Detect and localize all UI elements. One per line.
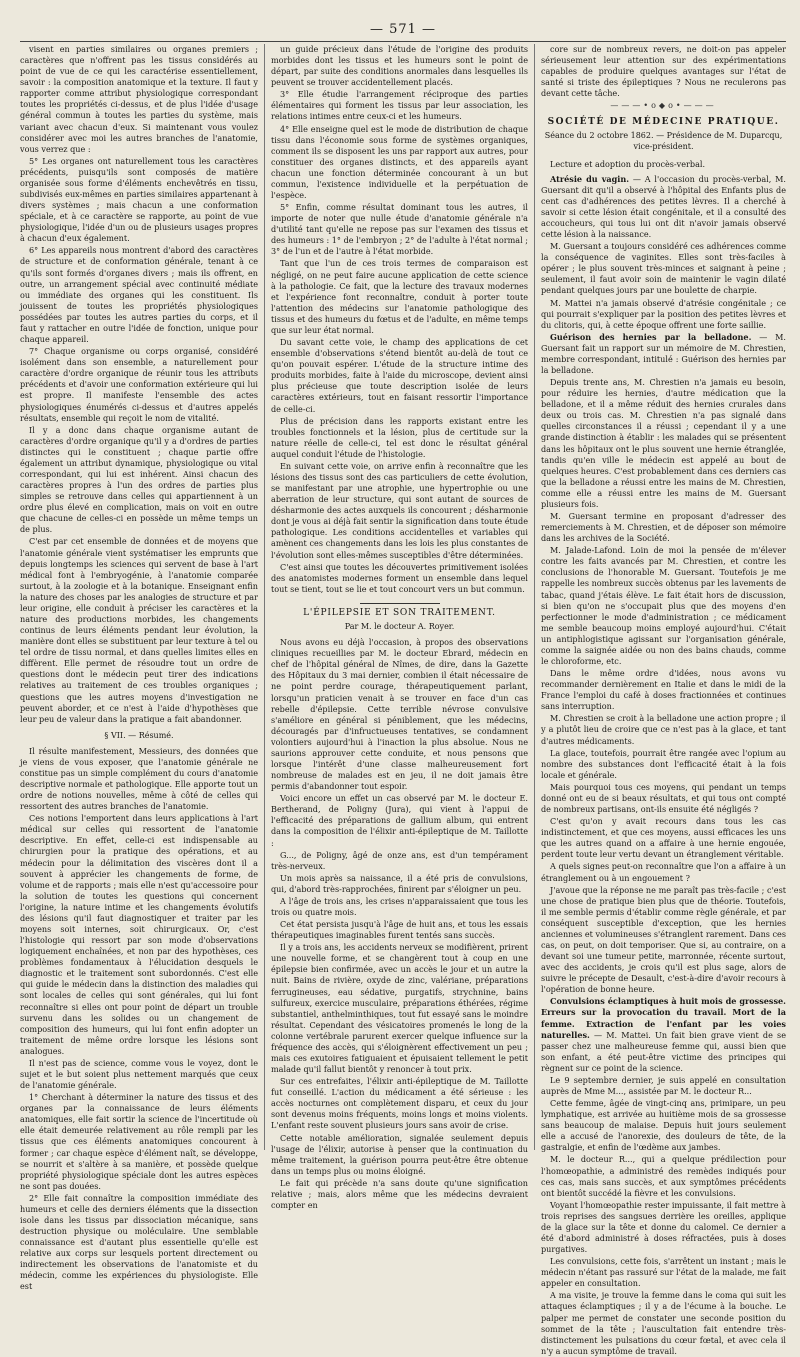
column-right <box>541 44 787 1356</box>
paragraph: M. Guersant a toujours considéré ces adhérences comme la conséquence de vaginites. Elles sont très-faciles à opérer ; le plus souvent très-minces et saignant à peine ; seulement, il faut avoir soin de maintenir le vagin dilaté pendant quelques jours par une boulette de charpie. <box>541 241 786 296</box>
subheading-atresie: Atrésie du vagin. <box>550 173 630 184</box>
paragraph: La glace, toutefois, pourrait être rangée avec l'opium au nombre des substances dont l'efficacité était à la fois locale et générale. <box>541 747 786 780</box>
paragraph: Le fait qui précède n'a sans doute qu'une signification relative ; mais, alors même que les médecins devraient compter en <box>271 1177 528 1211</box>
paragraph-text: — M. Guersant fait un rapport sur un mémoire de M. Chrestien, membre correspondant, intitulé : Guérison des hernies par la belladone. <box>541 331 786 375</box>
subheading-belladone: Guérison des hernies par la belladone. <box>550 331 752 342</box>
paragraph: Le 9 septembre dernier, je suis appelé en consultation auprès de Mme M..., assistée par M. le docteur R... <box>541 1074 786 1096</box>
page-number: — 571 — <box>369 22 437 37</box>
paragraph <box>541 174 786 240</box>
paragraph: 7° Chaque organisme ou corps organisé, considéré isolément dans son ensemble, a naturellement pour caractère d'ordre organique de réunir tous les attributs précédents et d'avoir une conformation extérieure qui lui est propre. Il manifeste l'ensemble des actes physiologiques énumérés ci-dessus et d'autres appelés résultats, ensemble qui reçoit le nom de vitalité. <box>20 346 258 423</box>
column-middle <box>271 44 528 1211</box>
paragraph: M. Mattei n'a jamais observé d'atrésie congénitale ; ce qui pourrait s'expliquer par la position des petites lèvres et du clitoris, qui, à cette époque offrent une forte saillie. <box>541 297 786 330</box>
paragraph: 6° Les appareils nous montrent d'abord des caractères de structure et de conformation générale, tenant à ce qu'ils sont formés d'organes divers ; mais ils offrent, en outre, un arrangement spécial avec continuité médiate ou immédiate des organes qui les constituent. Ils jouissent de toutes les propriétés physiologiques possédées par toutes les autres parties du corps, et il faut y rattacher en outre l'idée de fonction, unique pour chaque appareil. <box>20 245 258 345</box>
subheading-convulsions: Convulsions éclamptiques à huit mois de grossesse. Erreurs sur la provocation du travail. Mort de la femme. Extraction de l'enfant par les voies naturelles. <box>541 996 786 1040</box>
paragraph <box>541 332 786 376</box>
paragraph: M. Jalade-Lafond. Loin de moi la pensée de m'élever contre les faits avancés par M. Chrestien, et contre les conclusions de l'honorable M. Guersant. Toutefois je me rappelle les nombreux succès obtenus par les lavements de tabac, quand j'étais élève. Le fait était hors de discussion, si bien qu'on ne s'occupait plus que des moyens d'en perfectionner le mode d'administration ; ce médicament me semble beaucoup moins employé aujourd'hui. C'était un antiphlogistique agissant sur l'organisation générale, comme la saignée aidée ou non des bains chauds, comme le chloroforme, etc. <box>541 545 786 667</box>
paragraph: G..., de Poligny, âgé de onze ans, est d'un tempérament très-nerveux. <box>271 849 528 871</box>
article-divider <box>360 603 440 604</box>
ornament-divider: ———•o◆o•——— <box>610 101 717 111</box>
paragraph: A l'âge de trois ans, les crises n'apparaissaient que tous les trois ou quatre mois. <box>271 895 528 917</box>
paragraph: Voici encore un effet un cas observé par M. le docteur E. Bertherand, de Poligny (Jura), qui vient à l'appui de l'efficacité des préparations de gallium album, qui entrent dans la composition de l'élixir anti-épileptique de M. Taillotte : <box>271 793 528 848</box>
paragraph: Ces notions l'emportent dans leurs applications à l'art médical sur celles qui ressortent de l'anatomie descriptive. En effet, celle-ci est indispensable au chirurgien pour la pratique des opérations, et au médecin pour la délimitation des viscères dont il a souvent à apprécier les changements de forme, de volume et de rapports ; mais elle n'est qu'accessoire pour la solution de toutes les questions qui concernent l'origine, la nature intime et les changements évolutifs des lésions qu'il faut diagnostiquer et traiter par les moyens soit internes, soit chirurgicaux. Or, c'est l'histologie qui ressort par son mode d'observations logiquement enchaînées, et non par des hypothèses, ces problèmes fondamentaux à l'élucidation desquels le diagnostic et le traitement sont subordonnés. C'est elle qui guide le médecin dans la distinction des maladies qui sont locales de celles qui sont générales, qui lui font reconnaître si elles ont pour point de départ un trouble survenu dans les solides ou un changement de composition des humeurs, qui lui font enfin adopter un traitement de même ordre lorsque les lésions sont analogues. <box>20 813 258 1056</box>
paragraph <box>541 996 786 1074</box>
column-left <box>20 44 258 1292</box>
paragraph: 2° Elle fait connaître la composition immédiate des humeurs et celle des derniers éléments que la dissection isole dans les tissus par dissociation mécanique, sans destruction physique ou moléculaire. Une semblable connaissance est d'autant plus essentielle qu'elle est relative aux corps sur lesquels portent directement ou indirectement les observations de l'anatomiste et du médecin, comme les expériences du physiologiste. Elle est <box>20 1192 258 1292</box>
minutes-adoption: Lecture et adoption du procès-verbal. <box>550 158 706 169</box>
paragraph: Cet état persista jusqu'à l'âge de huit ans, et tous les essais thérapeutiques imaginables furent tentés sans succès. <box>271 919 528 941</box>
paragraph: Plus de précision dans les rapports existant entre les troubles fonctionnels et la lésion, plus de certitude sur la nature réelle de celle-ci, tel est donc le résultat général auquel conduit l'étude de l'histologie. <box>271 415 528 459</box>
paragraph: un guide précieux dans l'étude de l'origine des produits morbides dont les tissus et les humeurs sont le point de départ, par suite des conditions anormales dans lesquelles ils peuvent se trouver accidentellement placés. <box>271 44 528 88</box>
paragraph: 1° Cherchant à déterminer la nature des tissus et des organes par la connaissance de leurs éléments anatomiques, elle fait sortir la science de l'incertitude où elle était demeurée relativement au rôle rempli par les tissus que ces éléments anatomiques concourent à former ; car chaque espèce d'élément naît, se développe, se nourrit et s'altère à sa manière, et possède quelque propriété physiologique spéciale dont les autres espèces ne sont pas douées. <box>20 1092 258 1191</box>
text-columns <box>20 44 787 1356</box>
paragraph: 5° Les organes ont naturellement tous les caractères précédents, puisqu'ils sont composés de matière organisée sous forme d'éléments enchevêtrés en tissu, subdivisés eux-mêmes en parties similaires appartenant à divers systèmes ; mais chacun a une conformation spéciale, et à ce caractère se rapporte, au point de vue physiologique, l'idée d'un ou de plusieurs usages propres à chacun d'eux également. <box>20 155 258 244</box>
paragraph: Cette femme, âgée de vingt-cinq ans, primipare, un peu lymphatique, est arrivée au huitième mois de sa grossesse sans beaucoup de malaise. Depuis huit jours seulement elle a accusé de l'anorexie, des douleurs de tête, de la gastralgie, et enfin de l'œdème aux jambes. <box>541 1098 786 1153</box>
paragraph: A quels signes peut-on reconnaître que l'on a affaire à un étranglement ou à un engouement ? <box>541 861 786 883</box>
paragraph: M. Guersant termine en proposant d'adresser des remerciements à M. Chrestien, et de déposer son mémoire dans les archives de la Société. <box>541 511 786 544</box>
paragraph: Depuis trente ans, M. Chrestien n'a jamais eu besoin, pour réduire les hernies, d'autre médication que la belladone, et il a même réduit des hernies crurales dans deux ou trois cas. M. Chrestien n'a pas signalé dans quelles circonstances il a réussi ; cependant il y a une grande distinction à établir : les malades qui se présentent dans les hôpitaux ont le plus souvent une hernie étranglée, tandis qu'en ville le médecin est appelé au bout de quelques heures. C'est probablement dans ces derniers cas que la belladone a réussi entre les mains de M. Chrestien, comme elle a réussi entre les mains de M. Guersant plusieurs fois. <box>541 377 786 509</box>
column-divider <box>534 44 535 1150</box>
paragraph: J'avoue que la réponse ne me paraît pas très-facile ; c'est une chose de pratique bien plus que de théorie. Toutefois, il me semble permis d'établir comme règle générale, et par conséquent susceptible d'exception, que les hernies anciennes et volumineuses s'étranglent rarement. Dans ces cas, on peut, on doit temporiser. Que si, au contraire, on a devant soi une tumeur petite, marronnée, récente surtout, avec des accidents, je crois qu'il est plus sage, alors de suivre le précepte de Desault, c'est-à-dire d'avoir recours à l'opération de bonne heure. <box>541 884 786 995</box>
paragraph: Du savant cette voie, le champ des applications de cet ensemble d'observations s'étend bientôt au-delà de tout ce qu'on pouvait espérer. L'étude de la structure intime des produits morbides, faite à l'aide du microscope, devient ainsi plus précieuse que toute description isolée de leurs caractères extérieurs, tout en faisant ressortir l'importance de celle-ci. <box>271 337 528 414</box>
paragraph: M. Chrestien se croit à la belladone une action propre ; il y a plutôt lieu de croire que ce n'est pas à la glace, et tant d'autres médicaments. <box>541 713 786 746</box>
paragraph: En suivant cette voie, on arrive enfin à reconnaître que les lésions des tissus sont des cas particuliers de cette évolution, se manifestant par une atrophie, une hypertrophie ou une aberration de leur structure, qui sont autant de sources de désharmonie des actes auxquels ils concourent ; désharmonie dont je vous ai déjà fait sentir la signification dans toute étude pathologique. Les conditions accidentelles et variables qui amènent ces changements dans les lois les plus constantes de l'évolution sont elles-mêmes susceptibles d'être déterminées. <box>271 460 528 560</box>
paragraph: Il y a trois ans, les accidents nerveux se modifièrent, prirent une nouvelle forme, et se changèrent tout à coup en une épilepsie bien confirmée, avec un accès le jour et un autre la nuit. Bains de rivière, oxyde de zinc, valériane, préparations ferrugineuses, eau sédative, purgatifs, strychnine, bains sulfureux, exercice musculaire, préparations éthérées, régime substantiel, anthelminthiques, tout fut essayé sans le moindre résultat. Cependant des vésicatoires promenés le long de la colonne vertébrale parurent exercer quelque influence sur la fréquence des accès, qui s'éloignèrent effectivement un peu ; mais ces exutoires fatiguaient et épuisaient tellement le petit malade qu'il fallut bientôt y renoncer à tout prix. <box>271 942 528 1075</box>
paragraph: Dans le même ordre d'idées, nous avons vu recommander dernièrement en Italie et dans le midi de la France l'emploi du café à doses fractionnées et continues sans interruption. <box>541 668 786 712</box>
page-header <box>20 20 786 42</box>
column-divider <box>264 44 265 1150</box>
paragraph: M. le docteur R..., qui a quelque prédilection pour l'homœopathie, a administré des remèdes indiqués pour ces cas, mais sans succès, et aux symptômes précédents ont bientôt succédé la fièvre et les convulsions. <box>541 1154 786 1198</box>
paragraph: Il y a donc dans chaque organisme autant de caractères d'ordre organique qu'il y a d'ordres de parties distinctes qui le constituent ; chaque partie offre également un attribut dynamique, physiologique ou vital correspondant, qui lui est inhérent. Ainsi chacun des caractères propres à l'un des ordres de parties plus simples se retrouve dans celles qui appartiennent à un ordre plus élevé en complication, mais on voit en outre que chacune de celles-ci en possède un même temps un de plus. <box>20 424 258 535</box>
paragraph: core sur de nombreux revers, ne doit-on pas appeler sérieusement leur attention sur des expérimentations capables de produire quelques avantages sur l'état de santé si triste des épileptiques ? Nous ne reculerons pas devant cette tâche. <box>541 44 786 99</box>
paragraph: 3° Elle étudie l'arrangement réciproque des parties élémentaires qui forment les tissus par leur association, les relations intimes entre ceux-ci et les humeurs. <box>271 89 528 122</box>
paragraph-text: — A l'occasion du procès-verbal, M. Guersant dit qu'il a observé à l'hôpital des Enfants plus de cent cas d'adhérences des petites lèvres. Il a cherché à savoir si cette lésion était congénitale, et il a consulté des accoucheurs, qui tous lui ont dit n'avoir jamais observé cette lésion à la naissance. <box>541 173 786 240</box>
paragraph: Nous avons eu déjà l'occasion, à propos des observations cliniques recueillies par M. le docteur Ebrard, médecin en chef de l'hôpital général de Nîmes, de dire, dans la Gazette des Hôpitaux du 3 mai dernier, combien il était nécessaire de ne point perdre courage, thérapeutiquement parlant, lorsqu'un praticien venait à se trouver en face d'un cas rebelle d'épilepsie. Cette terrible névrose convulsive s'améliore en général si péniblement, que les médecins, découragés par d'infructueuses tentatives, se condamnent volontiers aujourd'hui à l'inaction la plus absolue. Nous ne saurions approuver cette conduite, et nous pensons que lorsque l'intérêt d'une classe malheureusement fort nombreuse de malades est en jeu, il ne doit jamais être permis d'abandonner tout espoir. <box>271 637 528 792</box>
paragraph-text: — M. Mattei. Un fait bien grave vient de se passer chez une malheureuse femme qui, aussi bien que son enfant, a été peut-être victime des principes qui règnent sur ce point de la science. <box>541 1029 787 1073</box>
paragraph: visent en parties similaires ou organes premiers ; caractères que n'offrent pas les tissus considérés au point de vue de ce qui les caractérise essentiellement, savoir : la composition anatomique et la texture. Il faut y rapporter comme attribut physiologique correspondant toutes les propriétés ci-dessus, et de plus l'idée d'usage général commun à toutes les parties du système, mais variant avec chacun d'eux. Si maintenant vous voulez considérer avec moi les autres branches de l'anatomie, vous verrez que : <box>20 44 258 154</box>
paragraph: Voyant l'homœopathie rester impuissante, il fait mettre à trois reprises des sangsues derrière les oreilles, applique de la glace sur la tête et donne du calomel. Ce dernier a été d'abord administré à doses réfractées, puis à doses purgatives. <box>541 1199 786 1255</box>
paragraph: 4° Elle enseigne quel est le mode de distribution de chaque tissu dans l'économie sous forme de systèmes organiques, comment ils se disposent les uns par rapport aux autres, pour constituer des organes distincts, et des appareils ayant chacun une fonction déterminée concourant à un but commun, l'existence individuelle et la perpétuation de l'espèce. <box>271 123 528 201</box>
article-byline: Par M. le docteur A. Royer. <box>344 622 455 632</box>
session-date: Séance du 2 octobre 1862. — Présidence de M. Duparcqu, vice-président. <box>544 130 783 151</box>
paragraph: Sur ces entrefaites, l'élixir anti-épileptique de M. Taillotte fut conseillé. L'action du médicament a été sérieuse : les accès nocturnes ont complètement disparu, et ceux du jour sont devenus moins fréquents, moins longs et moins violents. L'enfant reste souvent plusieurs jours sans avoir de crise. <box>271 1076 528 1131</box>
paragraph: 5° Enfin, comme résultat dominant tous les autres, il importe de noter que nulle étude d'anatomie générale n'a d'utilité tant qu'elle ne repose pas sur l'examen des tissus et des humeurs : 1° de l'embryon ; 2° de l'adulte à l'état normal ; 3° de l'un et de l'autre à l'état morbide. <box>271 202 528 257</box>
paragraph: C'est ainsi que toutes les découvertes primitivement isolées des anatomistes modernes forment un ensemble dans lequel tout se tient, tout se lie et tout concourt vers un but commun. <box>271 561 528 594</box>
society-title: SOCIÉTÉ DE MÉDECINE PRATIQUE. <box>547 117 780 128</box>
section-heading-resume: § VII. — Résumé. <box>104 730 174 740</box>
paragraph: Il résulte manifestement, Messieurs, des données que je viens de vous exposer, que l'anatomie générale ne constitue pas un simple complément du cours d'anatomie descriptive normale et pathologique. Elle apporte tout un ordre de notions nouvelles, même à côté de celles qui ressortent des autres branches de l'anatomie. <box>20 745 258 812</box>
article-title: L'ÉPILEPSIE ET SON TRAITEMENT. <box>303 607 496 618</box>
paragraph: Un mois après sa naissance, il a été pris de convulsions, qui, d'abord très-rapprochées, finirent par s'éloigner un peu. <box>271 872 528 894</box>
paragraph: C'est qu'on y avait recours dans tous les cas indistinctement, et que ces moyens, aussi efficaces les uns que les autres quand on a affaire à une hernie engouée, perdent toute leur vertu devant un étranglement véritable. <box>541 816 786 860</box>
paragraph: C'est par cet ensemble de données et de moyens que l'anatomie générale vient systématiser les emprunts que depuis longtemps les sciences qui servent de base à l'art médical font à l'embryogénie, à l'anatomie comparée surtout, à la zoologie et à la botanique. Enseignant enfin la nature des choses par les analogies de structure et par leur origine, elle conduit à préciser les caractères et la nature des productions morbides, les changements continus de leurs éléments pendant leur évolution, la manière dont elles se substituent par leur texture à tel ou tel ordre de tissu normal, et dans quelles limites elles en diffèrent. Elle permet de résoudre tout un ordre de questions dont le médecin peut tirer des indications relatives au traitement de ces troubles organiques ; questions que les autres moyens d'investigation ne peuvent aborder, et ce n'est à l'aide d'hypothèses que leur peu de valeur dans la pratique a fait abandonner. <box>20 536 258 724</box>
paragraph: Les convulsions, cette fois, s'arrêtent un instant ; mais le médecin n'étant pas rassuré sur l'état de la malade, me fait appeler en consultation. <box>541 1256 786 1289</box>
header-rule <box>20 41 786 42</box>
paragraph: Tant que l'un de ces trois termes de comparaison est négligé, on ne peut faire aucune application de cette science à la pathologie. Ce fait, que la lecture des travaux modernes et l'expérience font reconnaître, conduit à porter toute l'attention des médecins sur l'anatomie pathologique des tissus et des humeurs du fœtus et de l'adulte, en même temps que sur leur état normal. <box>271 258 528 335</box>
paragraph: Cette notable amélioration, signalée seulement depuis l'usage de l'élixir, autorise à penser que la continuation du même traitement, la guérison pourra peut-être être obtenue dans un temps plus ou moins éloigné. <box>271 1132 528 1176</box>
paragraph: A ma visite, je trouve la femme dans le coma qui suit les attaques éclamptiques ; il y a de l'écume à la bouche. Le palper me permet de constater une seconde position du sommet de la tête ; l'auscultation fait entendre très-distinctement les pulsations du cœur fœtal, et avec cela il n'y a aucun symptôme de travail. <box>541 1290 786 1356</box>
paragraph: Mais pourquoi tous ces moyens, qui pendant un temps donné ont eu de si beaux résultats, et qui tous ont compté de nombreux partisans, ont-ils ensuite été négligés ? <box>541 781 786 815</box>
paragraph: Il n'est pas de science, comme vous le voyez, dont le sujet et le but soient plus nettement marqués que ceux de l'anatomie générale. <box>20 1057 258 1091</box>
